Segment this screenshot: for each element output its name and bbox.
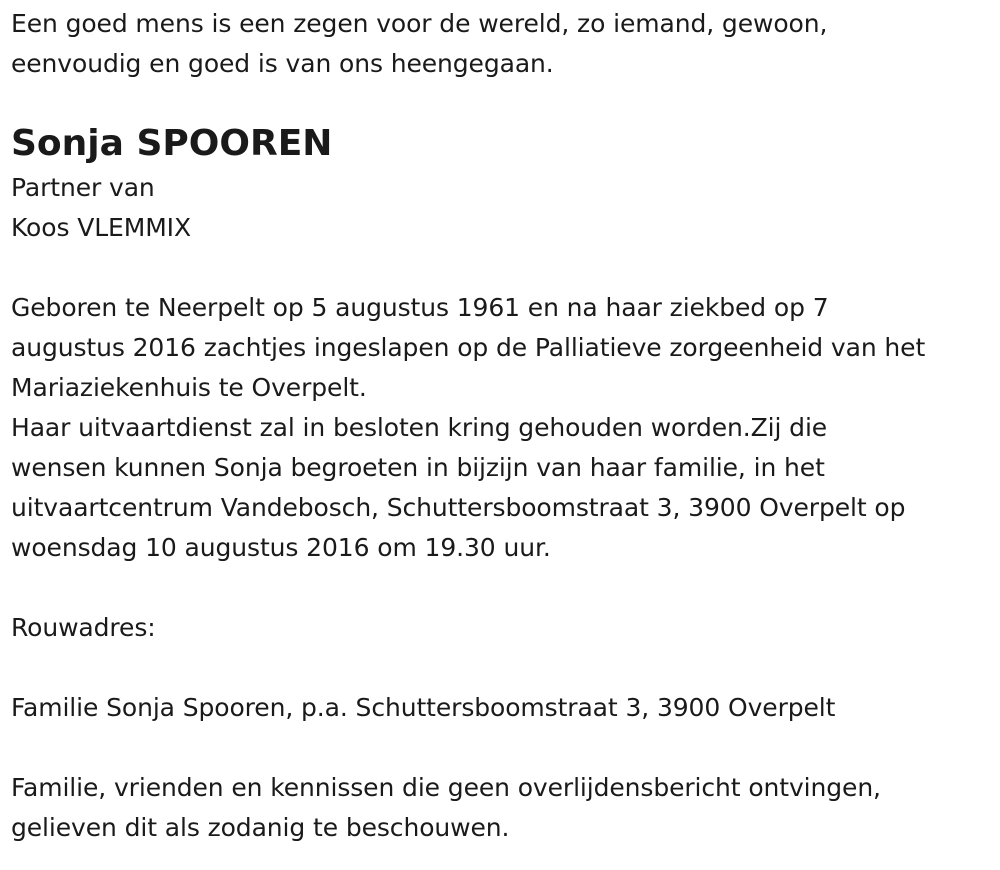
relation-label: Partner van [11, 173, 155, 202]
announcement-text: Geboren te Neerpelt op 5 augustus 1961 en na haar ziekbed op 7 augustus 2016 zachtjes ingeslapen op de Palliatieve zorgeenheid van het Mariaziekenhuis te Overpelt. Haar uitvaartdienst zal in besloten kring gehouden worden.Zij die wensen kunnen Sonja begroeten in bijzijn van haar familie, in het uitvaartcentrum Vandebosch, Schuttersboomstraat 3, 3900 Overpelt op woensdag 10 augustus 2016 om 19.30 uur. [11, 293, 926, 562]
mourning-address: Familie Sonja Spooren, p.a. Schuttersboomstraat 3, 3900 Overpelt [11, 693, 836, 722]
deceased-name: Sonja SPOOREN [11, 123, 333, 164]
closing-note: Familie, vrienden en kennissen die geen overlijdensbericht ontvingen, gelieven dit als zodanig te beschouwen. [11, 773, 881, 842]
partner-name: Koos VLEMMIX [11, 213, 191, 242]
obituary-document [11, 4, 996, 848]
mourning-address-label: Rouwadres: [11, 613, 156, 642]
opening-quote: Een goed mens is een zegen voor de wereld, zo iemand, gewoon, eenvoudig en goed is van ons heengegaan. [11, 9, 828, 78]
